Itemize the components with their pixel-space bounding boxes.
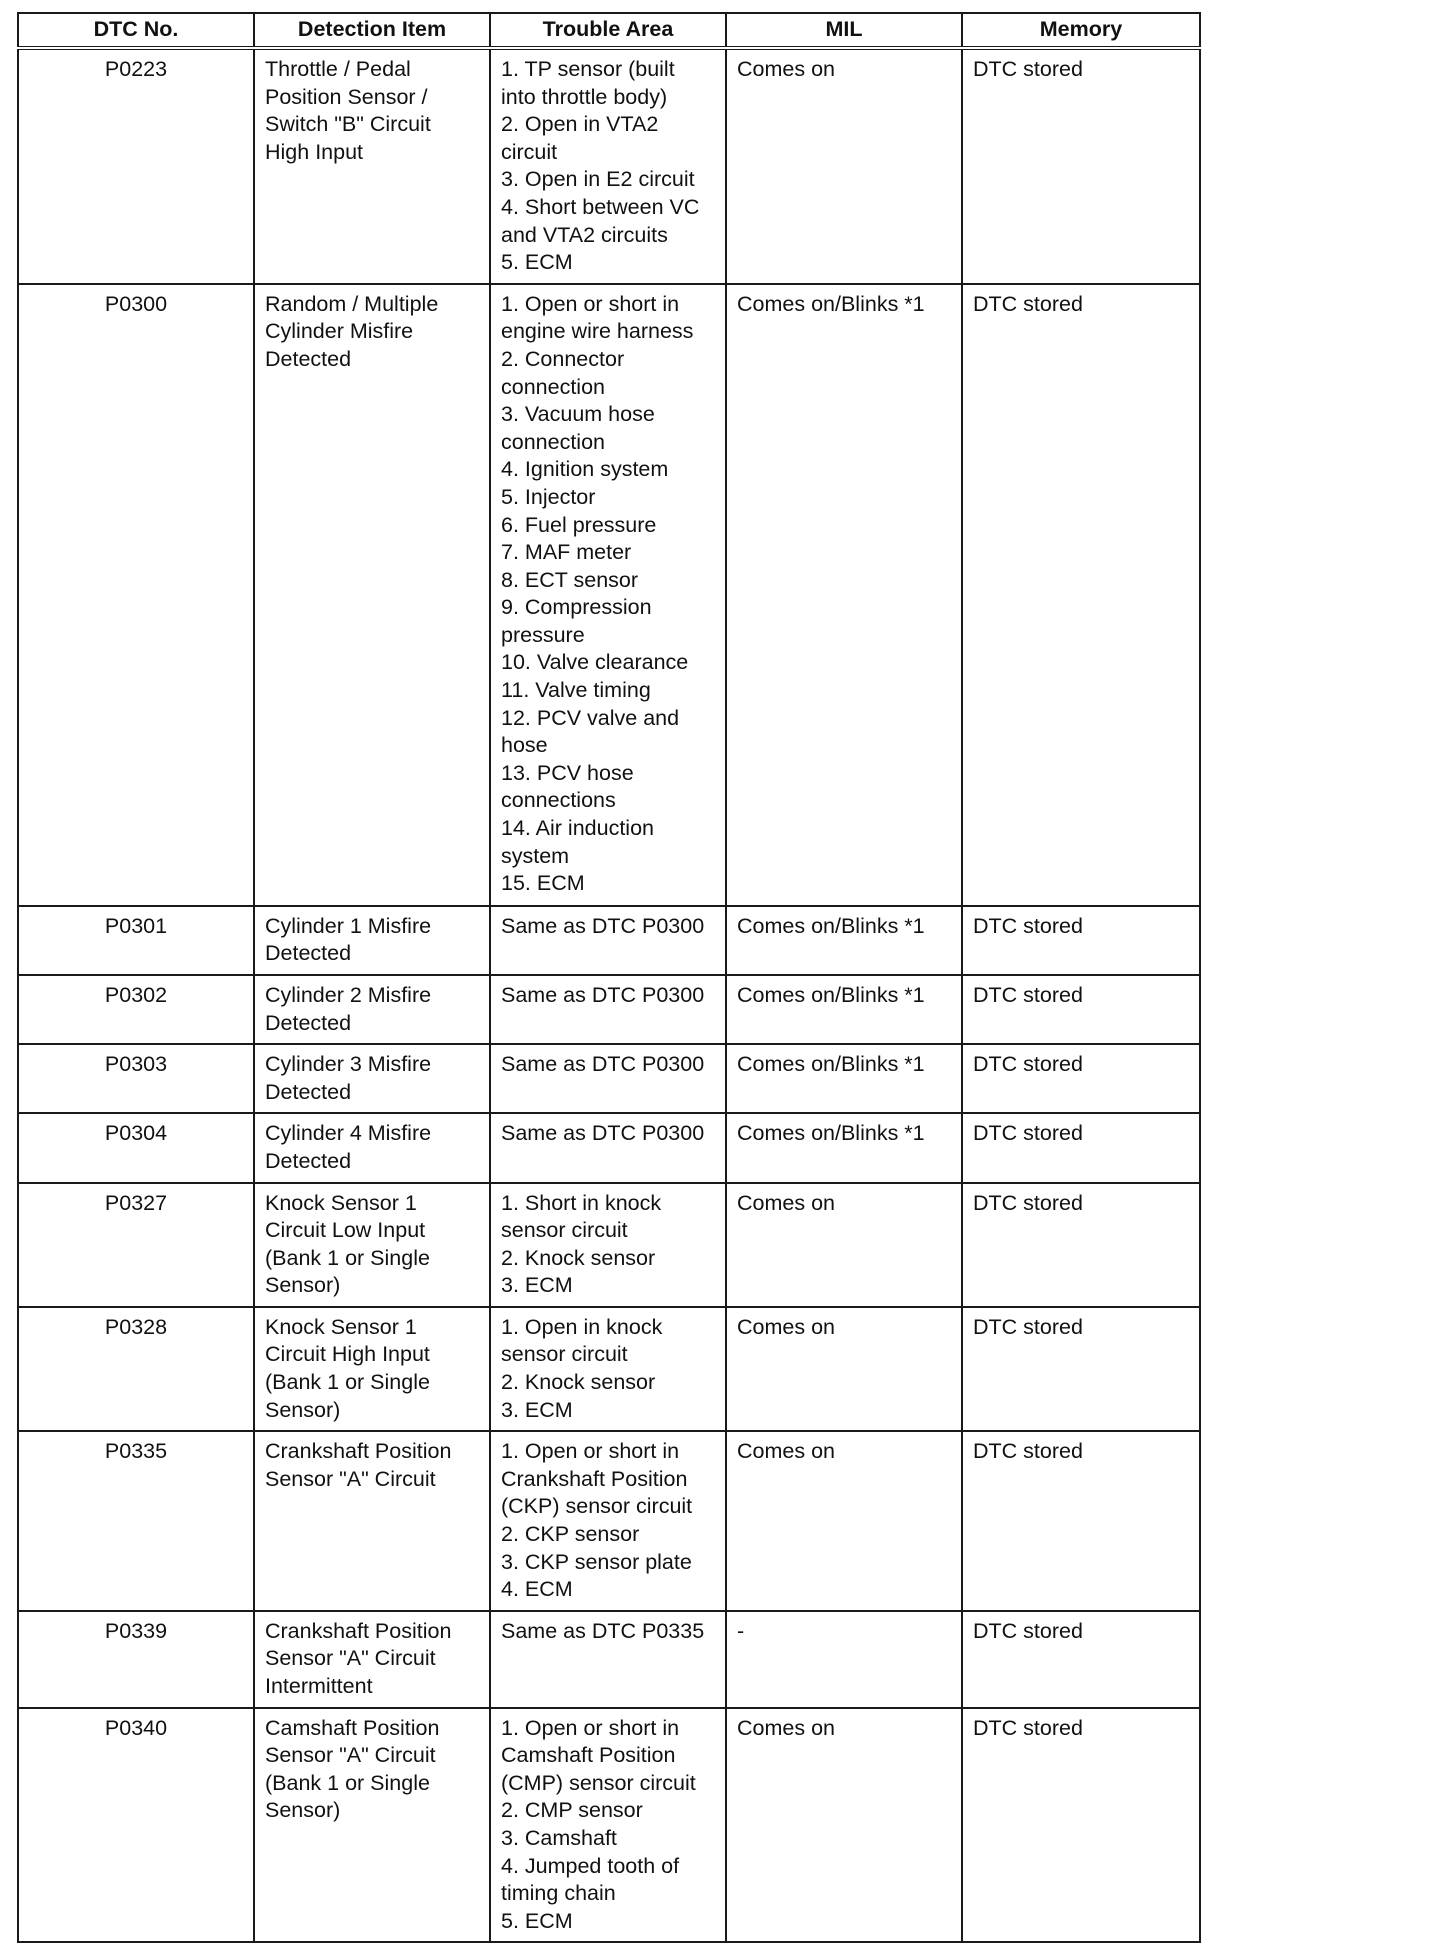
memory-cell: DTC stored <box>962 1044 1200 1113</box>
mil-cell: Comes on/Blinks *1 <box>726 975 962 1044</box>
table-row <box>18 906 1200 975</box>
table-header-row <box>18 13 1200 48</box>
dtc-table <box>17 12 1201 1943</box>
table-row <box>18 1044 1200 1113</box>
trouble-area-cell: 1. Open or short in Crankshaft Position (CKP) sensor circuit 2. CKP sensor 3. CKP sensor plate 4. ECM <box>490 1431 726 1611</box>
memory-cell: DTC stored <box>962 1113 1200 1182</box>
header-memory: Memory <box>962 13 1200 48</box>
table-row <box>18 1431 1200 1611</box>
detection-item-cell: Cylinder 1 Misfire Detected <box>254 906 490 975</box>
trouble-area-cell: Same as DTC P0335 <box>490 1611 726 1708</box>
header-mil: MIL <box>726 13 962 48</box>
detection-item-cell: Knock Sensor 1 Circuit Low Input (Bank 1 or Single Sensor) <box>254 1183 490 1307</box>
trouble-area-cell: 1. Open or short in Camshaft Position (CMP) sensor circuit 2. CMP sensor 3. Camshaft 4. Jumped tooth of timing chain 5. ECM <box>490 1708 726 1943</box>
detection-item-cell: Knock Sensor 1 Circuit High Input (Bank 1 or Single Sensor) <box>254 1307 490 1431</box>
memory-cell: DTC stored <box>962 1307 1200 1431</box>
detection-item-cell: Cylinder 2 Misfire Detected <box>254 975 490 1044</box>
trouble-area-cell: Same as DTC P0300 <box>490 975 726 1044</box>
mil-cell: Comes on <box>726 1708 962 1943</box>
memory-cell: DTC stored <box>962 1183 1200 1307</box>
header-dtc-no: DTC No. <box>18 13 254 48</box>
dtc-code-cell: P0304 <box>18 1113 254 1182</box>
detection-item-cell: Cylinder 4 Misfire Detected <box>254 1113 490 1182</box>
dtc-code-cell: P0335 <box>18 1431 254 1611</box>
dtc-code-cell: P0327 <box>18 1183 254 1307</box>
table-row <box>18 1307 1200 1431</box>
detection-item-cell: Throttle / Pedal Position Sensor / Switch "B" Circuit High Input <box>254 48 490 284</box>
mil-cell: Comes on <box>726 1183 962 1307</box>
dtc-code-cell: P0340 <box>18 1708 254 1943</box>
trouble-area-cell: Same as DTC P0300 <box>490 1044 726 1113</box>
memory-cell: DTC stored <box>962 48 1200 284</box>
memory-cell: DTC stored <box>962 1708 1200 1943</box>
memory-cell: DTC stored <box>962 1431 1200 1611</box>
dtc-code-cell: P0223 <box>18 48 254 284</box>
mil-cell: Comes on/Blinks *1 <box>726 284 962 906</box>
memory-cell: DTC stored <box>962 1611 1200 1708</box>
mil-cell: Comes on/Blinks *1 <box>726 1113 962 1182</box>
table-row <box>18 975 1200 1044</box>
table-row <box>18 48 1200 284</box>
dtc-code-cell: P0328 <box>18 1307 254 1431</box>
trouble-area-cell: 1. Open or short in engine wire harness 2. Connector connection 3. Vacuum hose connection 4. Ignition system 5. Injector 6. Fuel pressure 7. MAF meter 8. ECT sensor 9. Compression pressure 10. Valve clearance 11. Valve timing 12. PCV valve and hose 13. PCV hose connections 14. Air induction system 15. ECM <box>490 284 726 906</box>
mil-cell: Comes on <box>726 48 962 284</box>
table-row <box>18 1708 1200 1943</box>
dtc-code-cell: P0302 <box>18 975 254 1044</box>
detection-item-cell: Camshaft Position Sensor "A" Circuit (Bank 1 or Single Sensor) <box>254 1708 490 1943</box>
dtc-code-cell: P0303 <box>18 1044 254 1113</box>
trouble-area-cell: 1. Short in knock sensor circuit 2. Knock sensor 3. ECM <box>490 1183 726 1307</box>
detection-item-cell: Crankshaft Position Sensor "A" Circuit Intermittent <box>254 1611 490 1708</box>
detection-item-cell: Crankshaft Position Sensor "A" Circuit <box>254 1431 490 1611</box>
memory-cell: DTC stored <box>962 284 1200 906</box>
trouble-area-cell: Same as DTC P0300 <box>490 1113 726 1182</box>
dtc-code-cell: P0301 <box>18 906 254 975</box>
trouble-area-cell: 1. TP sensor (built into throttle body) 2. Open in VTA2 circuit 3. Open in E2 circuit 4. Short between VC and VTA2 circuits 5. ECM <box>490 48 726 284</box>
mil-cell: Comes on/Blinks *1 <box>726 906 962 975</box>
table-row <box>18 1611 1200 1708</box>
mil-cell: Comes on/Blinks *1 <box>726 1044 962 1113</box>
mil-cell: Comes on <box>726 1431 962 1611</box>
memory-cell: DTC stored <box>962 906 1200 975</box>
dtc-code-cell: P0339 <box>18 1611 254 1708</box>
header-detection-item: Detection Item <box>254 13 490 48</box>
table-row <box>18 284 1200 906</box>
detection-item-cell: Cylinder 3 Misfire Detected <box>254 1044 490 1113</box>
table-row <box>18 1183 1200 1307</box>
mil-cell: Comes on <box>726 1307 962 1431</box>
trouble-area-cell: 1. Open in knock sensor circuit 2. Knock sensor 3. ECM <box>490 1307 726 1431</box>
table-row <box>18 1113 1200 1182</box>
dtc-code-cell: P0300 <box>18 284 254 906</box>
trouble-area-cell: Same as DTC P0300 <box>490 906 726 975</box>
detection-item-cell: Random / Multiple Cylinder Misfire Detected <box>254 284 490 906</box>
mil-cell: - <box>726 1611 962 1708</box>
header-trouble-area: Trouble Area <box>490 13 726 48</box>
memory-cell: DTC stored <box>962 975 1200 1044</box>
